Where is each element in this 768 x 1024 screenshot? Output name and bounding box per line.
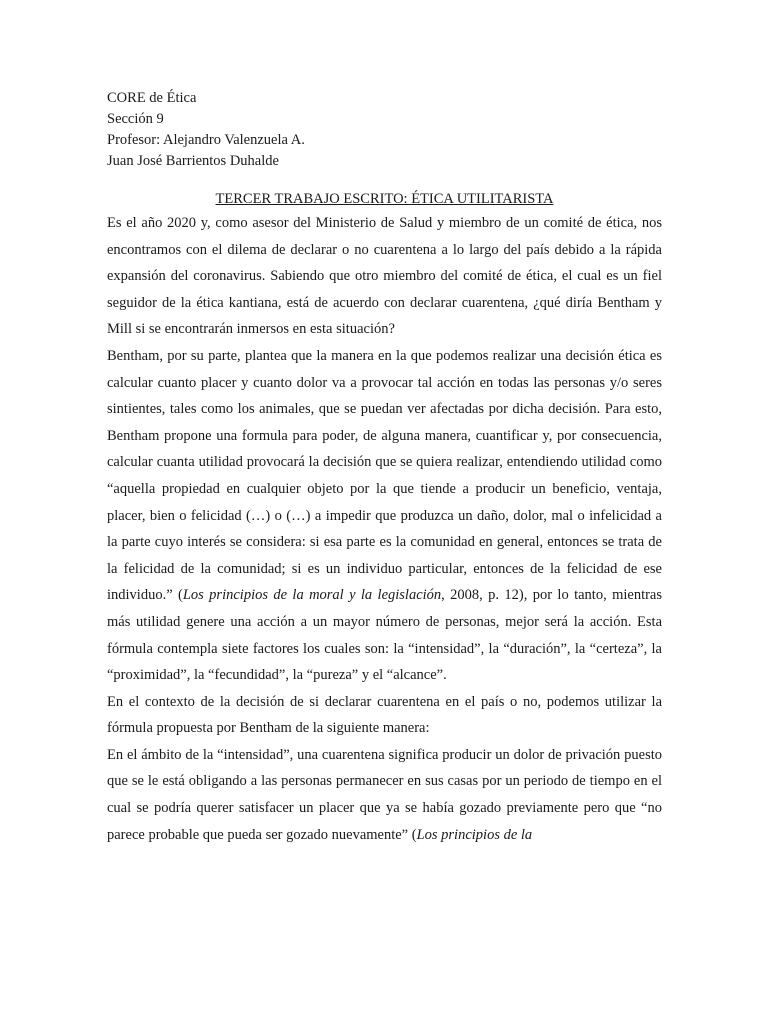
paragraph-bentham [107, 343, 662, 689]
paragraph-bentham-continuation: , 2008, p. 12), por lo tanto, mientras más utilidad genere una acción a un mayor número de personas, mejor será la acción. Esta fórmula contempla siete factores los cuales son: la “intensidad”, la “duración”, la “certeza”, la “proximidad”, la “fecundidad”, la “pureza” y el “alcance”. [107, 587, 663, 684]
paragraph-intensity [107, 742, 662, 848]
paragraph-context: En el contexto de la decisión de si declarar cuarentena en el país o no, podemos utilizar la fórmula propuesta por Bentham de la siguiente manera: [107, 693, 662, 737]
professor-name: Profesor: Alejandro Valenzuela A. [107, 132, 305, 148]
section-number: Sección 9 [107, 111, 164, 127]
paragraph-intro: Es el año 2020 y, como asesor del Ministerio de Salud y miembro de un comité de ética, nos encontramos con el dilema de declarar o no cuarentena a lo largo del país debido a la rápida expansión del coronavirus. Sabiendo que otro miembro del comité de ética, el cual es un fiel seguidor de la ética kantiana, está de acuerdo con declarar cuarentena, ¿qué diría Bentham y Mill si se encontrarán inmersos en esta situación? [107, 215, 662, 338]
document-page [107, 88, 662, 848]
citation-title: Los principios de la moral y la legislación [182, 587, 442, 604]
citation-title-partial: Los principios de la [416, 826, 533, 843]
document-title: TERCER TRABAJO ESCRITO: ÉTICA UTILITARISTA [215, 191, 554, 207]
paragraph-intensity-text: En el ámbito de la “intensidad”, una cuarentena significa producir un dolor de privación puesto que se le está obligando a las personas permanecer en sus casas por un periodo de tiempo en el cual se podría querer satisfacer un placer que ya se había gozado previamente pero que “no parece probable que pueda ser gozado nuevamente” ( [107, 746, 662, 843]
author-name: Juan José Barrientos Duhalde [107, 153, 279, 169]
paragraph-bentham-text: Bentham, por su parte, plantea que la manera en la que podemos realizar una decisión ética es calcular cuanto placer y cuanto dolor va a provocar tal acción en todas las personas y/o seres sintientes, tales como los animales, que se puedan ver afectadas por dicha decisión. Para esto, Bentham propone una formula para poder, de alguna manera, cuantificar y, por consecuencia, calcular cuanta utilidad provocará la decisión que se quiera realizar, entendiendo utilidad como “aquella propiedad en cualquier objeto por la que tiende a producir un beneficio, ventaja, placer, bien o felicidad (…) o (…) a impedir que produzca un daño, dolor, mal o infelicidad a la parte cuyo interés se considera: si esa parte es la comunidad en general, entonces se trata de la felicidad de la comunidad; si es un individuo particular, entonces de la felicidad de ese individuo.” ( [107, 347, 662, 604]
course-name: CORE de Ética [107, 90, 197, 106]
